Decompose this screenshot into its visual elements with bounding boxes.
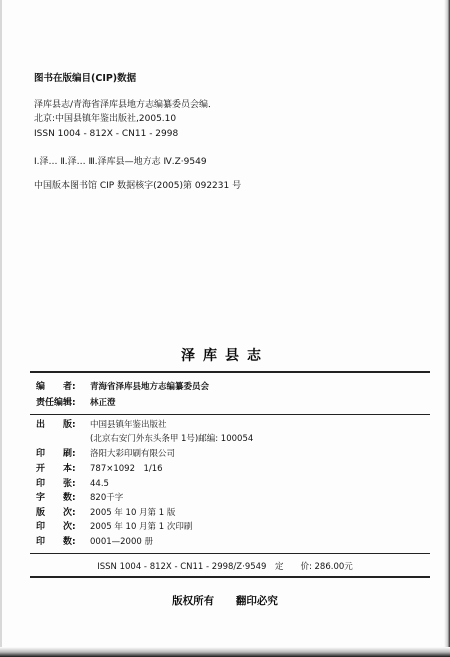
scan-edge-right (444, 0, 450, 657)
rights-notice (0, 593, 450, 608)
format-value: 787×1092 1/16 (90, 464, 163, 474)
edition-label: 版 次: (36, 508, 76, 518)
book-title: 泽库县志 (181, 348, 269, 364)
pub-address: (北京右安门外东头条甲 1号)邮编: 100054 (90, 434, 254, 444)
word-count-value: 820千字 (90, 493, 124, 503)
sheets-label: 印 张: (36, 479, 76, 489)
printer-label: 印 刷: (36, 449, 76, 459)
responsible-editor-value: 林正澄 (90, 398, 116, 408)
price-rule-top (30, 553, 430, 554)
credits-rule (30, 414, 430, 415)
word-count-label: 字 数: (36, 493, 76, 503)
cip-title-line: 泽库县志/青海省泽库县地方志编纂委员会编． (34, 100, 218, 110)
format-label: 开 本: (36, 464, 76, 474)
edition-value: 2005 年 10 月第 1 版 (90, 508, 176, 518)
pub-value: 中国县镇年鉴出版社 (90, 420, 167, 430)
cip-issn-line: ISSN 1004 - 812X - CN11 - 2998 (34, 129, 179, 139)
title-rule-top (30, 371, 430, 373)
printing-value: 2005 年 10 月第 1 次印刷 (90, 522, 193, 532)
responsible-editor-label: 责任编辑: (36, 398, 76, 408)
cip-verification-line: 中国版本图书馆 CIP 数据核字(2005)第 092231 号 (34, 181, 242, 191)
editor-label: 编 者: (36, 382, 76, 392)
editor-value: 青海省泽库县地方志编纂委员会 (90, 382, 210, 392)
no-reproduction: 翻印必究 (235, 595, 278, 607)
print-run-value: 0001—2000 册 (90, 537, 153, 547)
printing-label: 印 次: (36, 522, 76, 532)
cip-publisher-line: 北京:中国县镇年鉴出版社,2005.10 (34, 114, 177, 124)
price-rule-bottom (30, 576, 430, 578)
print-run-label: 印 数: (36, 537, 76, 547)
scan-edge-left (0, 0, 2, 657)
printer-value: 洛阳大彩印刷有限公司 (90, 449, 176, 459)
pub-label: 出 版: (36, 420, 76, 430)
scan-edge-bottom (0, 647, 450, 657)
rights-reserved: 版权所有 (172, 595, 215, 607)
sheets-value: 44.5 (90, 479, 109, 489)
cip-subject-line: Ⅰ.泽… Ⅱ.泽… Ⅲ.泽库县—地方志 Ⅳ.Z·9549 (34, 157, 207, 167)
issn-price-line: ISSN 1004 - 812X - CN11 - 2998/Z·9549 定 价: 286.00元 (97, 562, 353, 572)
cip-heading: 图书在版编目(CIP)数据 (34, 73, 137, 84)
